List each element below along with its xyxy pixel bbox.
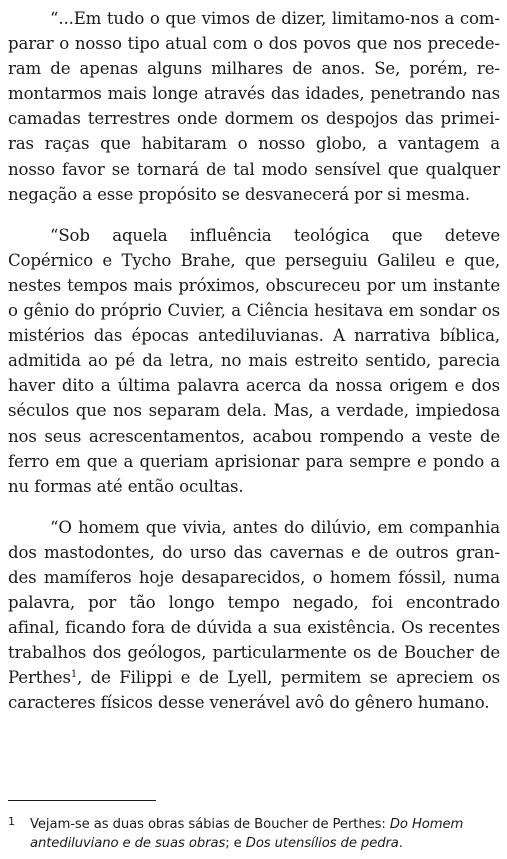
footnote-number: 1	[8, 815, 15, 828]
footnote-divider	[8, 800, 156, 801]
footnote-text: Vejam-se as duas obras sábias de Boucher de Perthes:	[30, 817, 390, 832]
footnote-book-title-1b: antediluviano e de suas obras	[30, 836, 226, 851]
paragraph-3-text-before: “O homem que vivia, antes do dilúvio, em companhia dos mastodontes, do urso das cavernas e de outros grandes mamíferos hoje desaparecidos, o homem fóssil, numa palavra, por tão longo tempo negado, foi encontrado afinal, ficando fora de dúvida a sua existência. Os recentes trabalhos dos geólogos, particularmente os de Boucher de Perthes	[8, 517, 500, 688]
footnote-reference: 1	[70, 669, 78, 681]
paragraph-3-text-after: , de Filippi e de Lyell, permitem se apreciem os caracteres físicos desse venerável avô do gênero humano.	[8, 668, 500, 713]
footnote-connector: ; e	[225, 836, 246, 851]
footnote	[8, 812, 500, 853]
paragraph-2: “Sob aquela influência teológica que deteve Copérnico e Tycho Brahe, que perseguiu Galileu e que, nestes tempos mais próximos, obscureceu por um instante o gênio do próprio Cuvier, a Ciência hesitava em sondar os mistérios das épocas antediluvianas. A narrativa bíblica, admitida ao pé da letra, no mais estreito sentido, parecia haver dito a última palavra acerca da nossa origem e dos séculos que nos separam dela. Mas, a verdade, impiedosa nos seus acrescentamentos, acabou rompendo a veste de ferro em que a queriam aprisionar para sempre e pondo a nu formas até então ocultas.	[8, 225, 500, 496]
body-text	[8, 6, 500, 732]
footnote-end: .	[398, 836, 403, 851]
footnote-book-title-1a: Do Homem	[389, 817, 464, 832]
paragraph-3	[8, 515, 500, 716]
footnote-book-title-2: Dos utensílios de pedra	[245, 836, 399, 851]
paragraph-1: “...Em tudo o que vimos de dizer, limitamo-nos a comparar o nosso tipo atual com o dos povos que nos precederam de apenas alguns milhares de anos. Se, porém, remontarmos mais longe através das idades, penetrando nas camadas terrestres onde dormem os despojos das primeiras raças que habitaram o nosso globo, a vantagem a nosso favor se tornará de tal modo sensível que qualquer negação a esse propósito se desvanecerá por si mesma.	[8, 9, 500, 204]
